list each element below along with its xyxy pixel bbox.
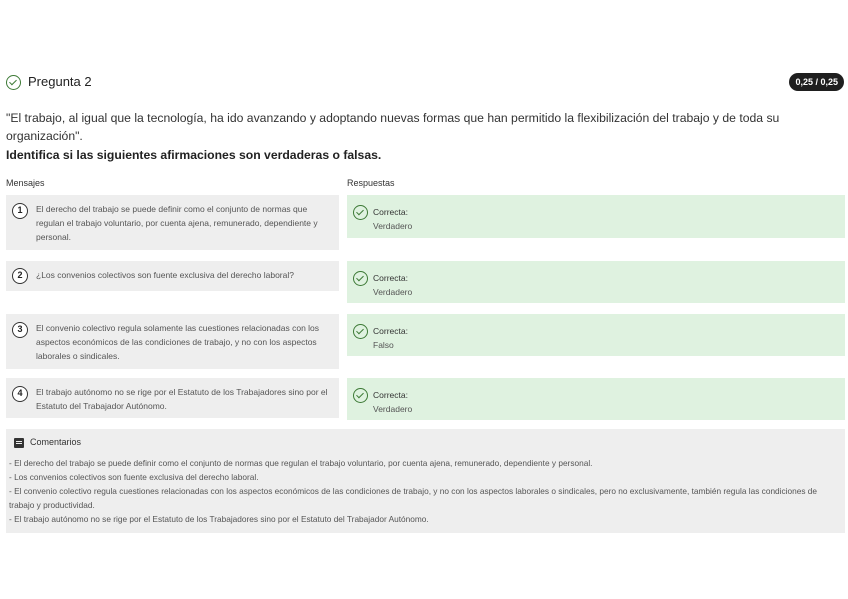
score-badge: 0,25 / 0,25	[789, 73, 844, 91]
message-text: El derecho del trabajo se puede definir como el conjunto de normas que regulan el trabajo voluntario, por cuenta ajena, remunerado, dependiente y personal.	[36, 204, 318, 242]
answer-value: Falso	[373, 340, 394, 350]
answer-row	[347, 195, 845, 238]
message-row	[6, 314, 339, 369]
comment-line: - El trabajo autónomo no se rige por el Estatuto de los Trabajadores sino por el Estatuto del Trabajador Autónomo.	[9, 514, 429, 524]
question-prompt: "El trabajo, al igual que la tecnología, ha ido avanzando y adoptando nuevas formas que han permitido la flexibilización del trabajo y de toda su organización".	[6, 111, 780, 143]
check-circle-icon	[353, 205, 368, 220]
comments-panel	[6, 429, 845, 533]
question-instruction: Identifica si las siguientes afirmaciones son verdaderas o falsas.	[6, 148, 382, 162]
message-row	[6, 261, 339, 291]
check-circle-icon	[6, 75, 21, 90]
message-text: El trabajo autónomo no se rige por el Estatuto de los Trabajadores sino por el Estatuto del Trabajador Autónomo.	[36, 387, 328, 411]
comment-icon	[14, 438, 24, 448]
answer-status: Correcta:	[373, 273, 408, 283]
answer-value: Verdadero	[373, 287, 413, 297]
message-row	[6, 195, 339, 250]
answers-column-header: Respuestas	[347, 178, 395, 188]
answer-status: Correcta:	[373, 207, 408, 217]
check-circle-icon	[353, 271, 368, 286]
answer-row	[347, 314, 845, 356]
comments-body	[9, 456, 839, 526]
comments-title: Comentarios	[30, 437, 82, 447]
answer-row	[347, 378, 845, 420]
item-number: 4	[12, 386, 28, 402]
item-number: 1	[12, 203, 28, 219]
answer-value: Verdadero	[373, 221, 413, 231]
comment-line: - Los convenios colectivos son fuente exclusiva del derecho laboral.	[9, 472, 259, 482]
message-text: ¿Los convenios colectivos son fuente exclusiva del derecho laboral?	[36, 270, 294, 280]
item-number: 2	[12, 268, 28, 284]
comment-line: - El derecho del trabajo se puede definir como el conjunto de normas que regulan el trabajo voluntario, por cuenta ajena, remunerado, dependiente y personal.	[9, 458, 593, 468]
answer-status: Correcta:	[373, 326, 408, 336]
message-text: El convenio colectivo regula solamente las cuestiones relacionadas con los aspectos económicos de las condiciones de trabajo, y no con los aspectos laborales o sindicales.	[36, 323, 320, 361]
comment-line: - El convenio colectivo regula cuestiones relacionadas con los aspectos económicos de las condiciones de trabajo, y no con los aspectos laborales o sindicales, pero no exclusivamente, también regula las condiciones de trabajo y productividad.	[9, 486, 818, 510]
question-header	[6, 73, 844, 95]
item-number: 3	[12, 322, 28, 338]
message-row	[6, 378, 339, 418]
check-circle-icon	[353, 388, 368, 403]
answer-status: Correcta:	[373, 390, 408, 400]
answer-value: Verdadero	[373, 404, 413, 414]
question-title: Pregunta 2	[28, 74, 92, 89]
messages-column-header: Mensajes	[6, 178, 45, 188]
check-circle-icon	[353, 324, 368, 339]
answer-row	[347, 261, 845, 303]
